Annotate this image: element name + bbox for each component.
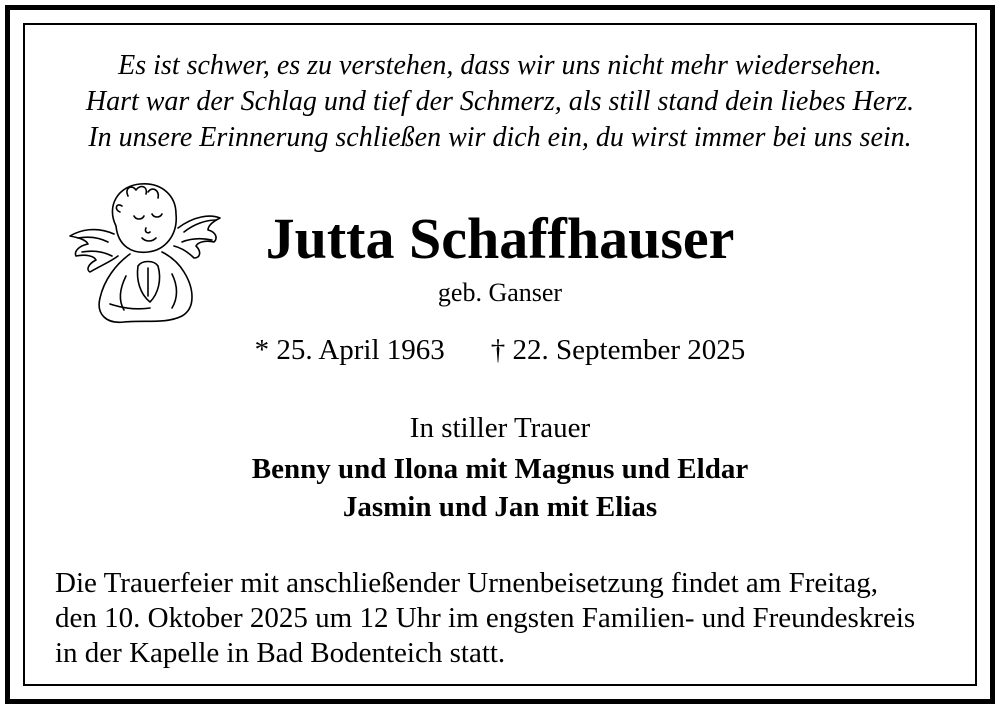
- poem-line-1: Es ist schwer, es zu verstehen, dass wir uns nicht mehr wiedersehen.: [118, 50, 882, 81]
- poem-line-2: Hart war der Schlag und tief der Schmerz, als still stand dein liebes Herz.: [85, 86, 915, 117]
- mourners-list: [0, 450, 1000, 526]
- death-date: † 22. September 2025: [490, 334, 746, 366]
- birth-date: * 25. April 1963: [254, 334, 445, 366]
- memorial-poem: [0, 48, 1000, 156]
- deceased-name: Jutta Schaffhauser: [265, 206, 735, 271]
- maiden-name: geb. Ganser: [437, 278, 563, 307]
- life-dates: [0, 333, 1000, 367]
- notice-line-1: Die Trauerfeier mit anschließender Urnenbeisetzung findet am Freitag,: [55, 567, 879, 599]
- poem-line-3: In unsere Erinnerung schließen wir dich ein, du wirst immer bei uns sein.: [88, 122, 912, 153]
- mourners-line-1: Benny und Ilona mit Magnus und Eldar: [251, 453, 749, 485]
- notice-line-2: den 10. Oktober 2025 um 12 Uhr im engsten Familien- und Freundeskreis: [55, 602, 916, 634]
- funeral-notice: [55, 566, 955, 671]
- notice-line-3: in der Kapelle in Bad Bodenteich statt.: [55, 637, 506, 669]
- mourners-line-2: Jasmin und Jan mit Elias: [342, 491, 658, 523]
- mourning-heading: In stiller Trauer: [409, 412, 591, 444]
